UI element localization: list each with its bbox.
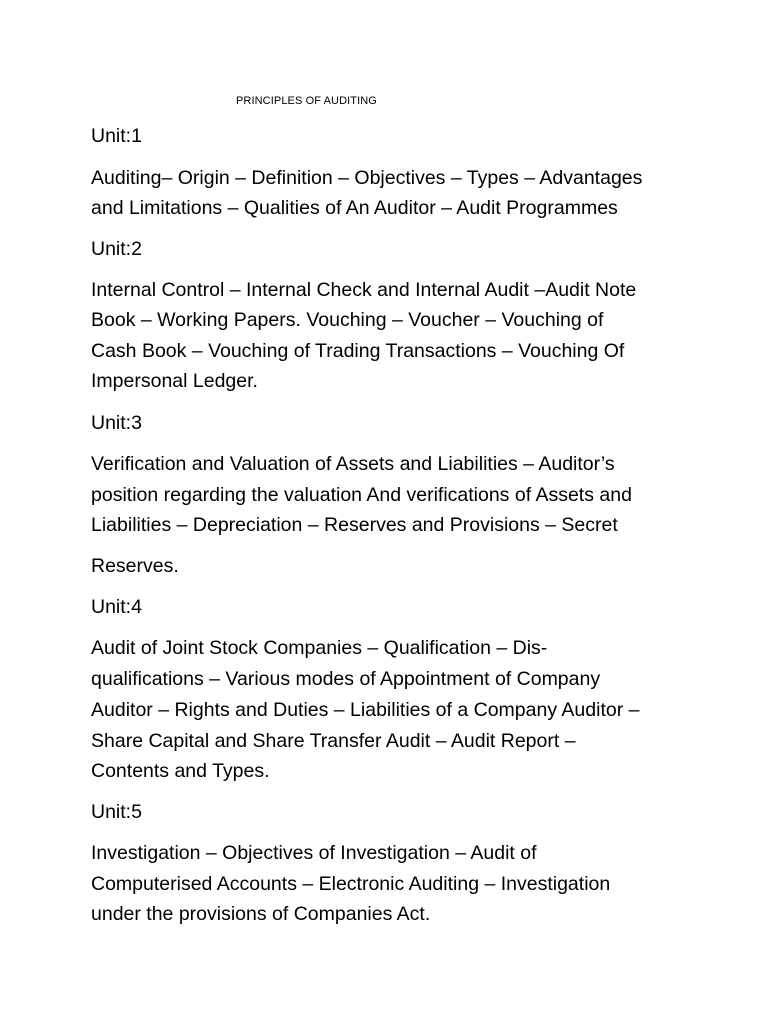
unit-5-text-line: Investigation – Objectives of Investigation – Audit of	[91, 842, 537, 864]
unit-5-text-line: Computerised Accounts – Electronic Auditing – Investigation	[91, 873, 611, 895]
unit-1-text-line: Auditing– Origin – Definition – Objectives – Types – Advantages	[91, 167, 643, 189]
unit-1-heading: Unit:1	[91, 125, 142, 147]
unit-2-text-line: Impersonal Ledger.	[91, 370, 258, 392]
unit-4-heading: Unit:4	[91, 596, 142, 618]
unit-2-text-line: Book – Working Papers. Vouching – Voucher – Vouching of	[91, 309, 604, 331]
unit-1-text-line: and Limitations – Qualities of An Auditor – Audit Programmes	[91, 197, 618, 219]
unit-4-text-line: Contents and Types.	[91, 760, 270, 782]
unit-2-text-line: Internal Control – Internal Check and Internal Audit –Audit Note	[91, 279, 637, 301]
unit-3-text-line: position regarding the valuation And verifications of Assets and	[91, 484, 632, 506]
unit-2-heading: Unit:2	[91, 238, 142, 260]
unit-2-text-line: Cash Book – Vouching of Trading Transactions – Vouching Of	[91, 340, 625, 362]
document-title: PRINCIPLES OF AUDITING	[236, 95, 377, 107]
unit-3-text-line: Verification and Valuation of Assets and Liabilities – Auditor’s	[91, 453, 615, 475]
unit-5-heading: Unit:5	[91, 801, 142, 823]
unit-3-text-line: Liabilities – Depreciation – Reserves and Provisions – Secret	[91, 514, 618, 536]
unit-4-text-line: qualifications – Various modes of Appointment of Company	[91, 668, 601, 690]
unit-5-text-line: under the provisions of Companies Act.	[91, 903, 431, 925]
unit-3-text-line: Reserves.	[91, 555, 179, 577]
unit-3-heading: Unit:3	[91, 412, 142, 434]
unit-4-text-line: Auditor – Rights and Duties – Liabilities of a Company Auditor –	[91, 699, 640, 721]
unit-4-text-line: Share Capital and Share Transfer Audit – Audit Report –	[91, 730, 576, 752]
unit-4-text-line: Audit of Joint Stock Companies – Qualification – Dis-	[91, 637, 548, 659]
